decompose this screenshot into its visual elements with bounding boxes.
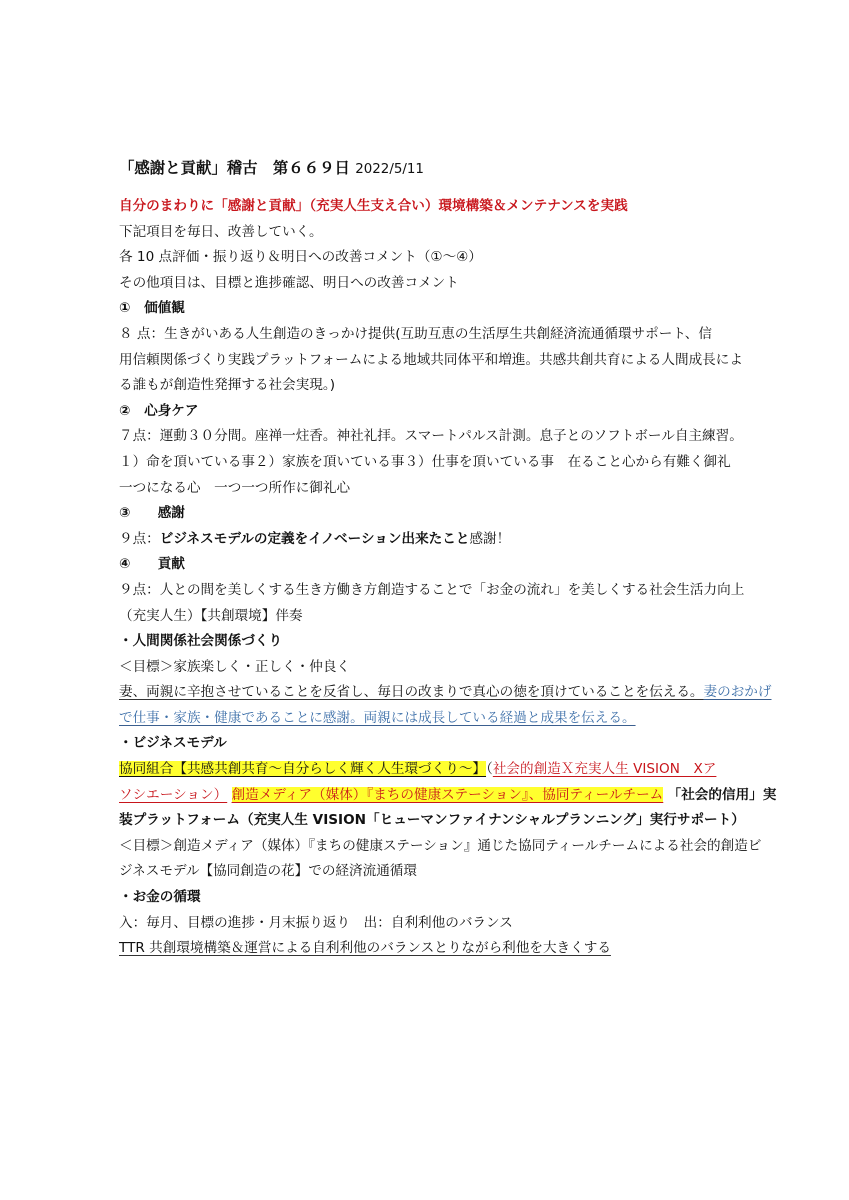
document-content [119, 156, 777, 962]
intro-line: 下記項目を毎日、改善していく。 [119, 223, 323, 240]
business-highlight: 協同組合【共感共創共育～自分らしく輝く人生環づくり～】 [119, 761, 487, 778]
gratitude-bold-text: ビジネスモデルの定義をイノベーション出来たこと [159, 530, 470, 547]
section-heading-contribution: ④ 貢献 [119, 556, 185, 573]
relations-line [119, 680, 772, 706]
values-line: 用信頼関係づくり実践プラットフォームによる地域共同体平和増進。共感共創共育による人間成長によ [119, 351, 743, 368]
contribution-line: （充実人生）【共創環境】伴奏 [119, 607, 303, 624]
money-line [119, 936, 744, 962]
business-bold-line: 装プラットフォーム（充実人生 VISION「ヒューマンファイナンシャルプランニング」実行サポート） [119, 812, 745, 829]
contribution-line: ９点：人との間を美しくする生き方働き方創造することで「お金の流れ」を美しくする社会生活力向上 [119, 581, 745, 598]
business-goal: ジネスモデル【協同創造の花】での経済流通循環 [119, 863, 417, 880]
intro-line: その他項目は、目標と進捗確認、明日への改善コメント [119, 274, 459, 291]
title-main: 「感謝と貢献」稽古 第６６９日 [119, 159, 350, 177]
section-heading-mind-body: ② 心身ケア [119, 402, 199, 419]
gratitude-score: ９点： [119, 530, 160, 547]
relations-blue-text: 妻のおかげ [703, 684, 772, 701]
mind-body-line: 一つになる心 一つ一つ所作に御礼心 [119, 479, 351, 496]
section-heading-money: ・お金の循環 [119, 889, 201, 906]
relations-goal: ＜目標＞家族楽しく・正しく・仲良く [119, 658, 351, 675]
section-heading-relations: ・人間関係社会関係づくり [119, 633, 283, 650]
mind-body-line: １）命を頂いている事２）家族を頂いている事３）仕事を頂いている事 在ること心から有難く御礼 [119, 453, 731, 470]
business-highlight-red: 創造メディア（媒体）『まちの健康ステーション』、協同ティールチーム [231, 786, 664, 803]
business-red-text: ソシエーション） [119, 786, 228, 803]
relations-line [119, 706, 744, 732]
business-paren: （ [486, 761, 493, 778]
section-heading-business: ・ビジネスモデル [119, 735, 227, 752]
money-line: 入：毎月、目標の進捗・月末振り返り 出：自利利他のバランス [119, 914, 513, 931]
relations-text: 妻、両親に辛抱させていることを反省し、毎日の改まりで真心の徳を頂けていることを伝える。 [119, 684, 704, 701]
title-date: 2022/5/11 [355, 162, 424, 177]
relations-blue-text: で仕事・家族・健康であることに感謝。両親には成長している経過と成果を伝える。 [119, 709, 636, 726]
mind-body-line: ７点：運動３０分間。座禅一炷香。神社礼拝。スマートパルス計測。息子とのソフトボール自主練習。 [119, 428, 743, 445]
headline: 自分のまわりに「感謝と貢献」（充実人生支え合い）環境構築＆メンテナンスを実践 [119, 198, 628, 214]
gratitude-line [119, 527, 744, 553]
business-bold-text: 「社会的信用」実 [667, 786, 777, 803]
intro-line: 各 10 点評価・振り返り＆明日への改善コメント（①～④） [119, 249, 482, 266]
business-line [119, 757, 744, 783]
values-line: る誰もが創造性発揮する社会実現。) [119, 377, 336, 394]
business-line [119, 783, 777, 809]
gratitude-suffix: 感謝！ [469, 530, 511, 547]
business-goal: ＜目標＞創造メディア（媒体）『まちの健康ステーション』通じた協同ティールチームによる社会的創造ビ [119, 837, 762, 854]
document-title [119, 156, 744, 182]
section-heading-gratitude: ③ 感謝 [119, 505, 185, 522]
business-red-text: 社会的創造Ｘ充実人生 VISION Xア [492, 761, 717, 778]
money-underlined-text: TTR 共創環境構築＆運営による自利利他のバランスとりながら利他を大きくする [119, 940, 611, 957]
section-heading-values: ① 価値観 [119, 300, 185, 317]
values-line: ８ 点：生きがいある人生創造のきっかけ提供(互助互恵の生活厚生共創経済流通循環サポート、信 [119, 325, 712, 342]
